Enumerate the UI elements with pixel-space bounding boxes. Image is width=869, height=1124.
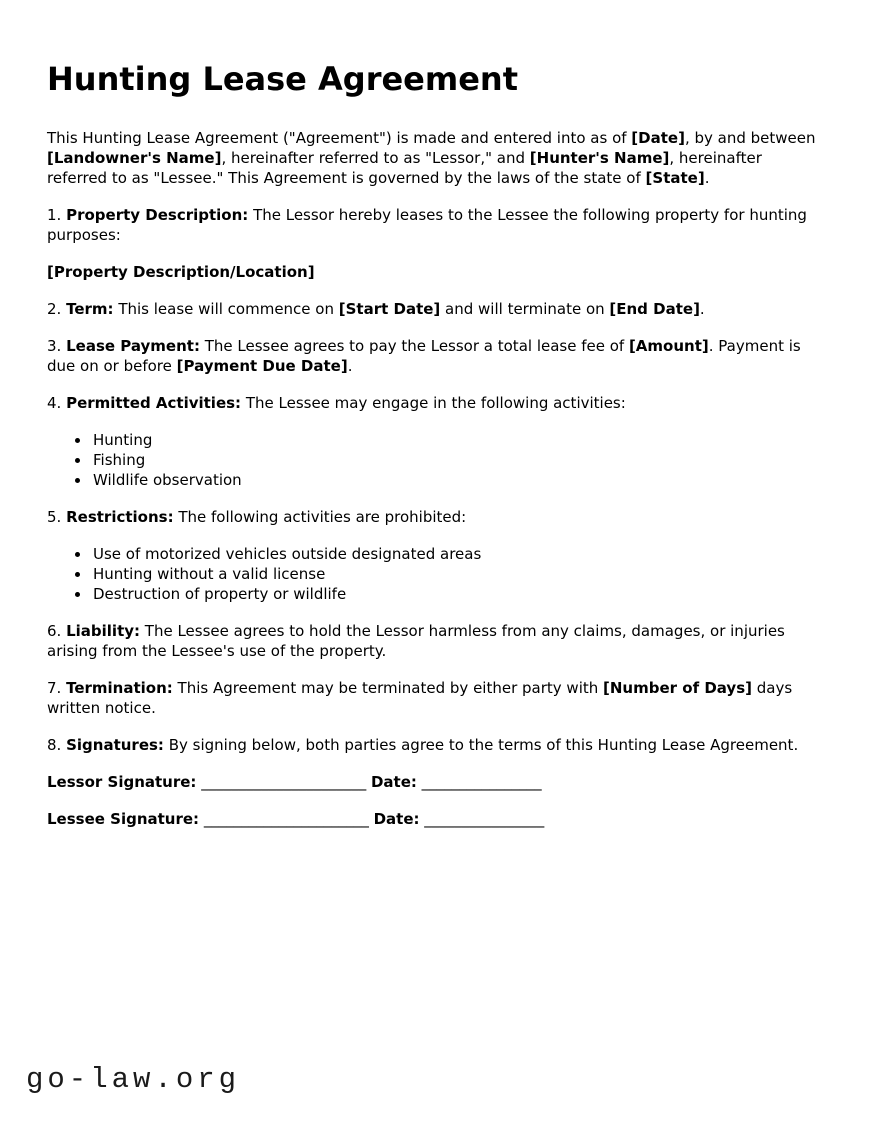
section-2-text-1: This lease will commence on xyxy=(113,300,339,318)
permitted-activities-list xyxy=(47,430,820,490)
property-location-placeholder xyxy=(47,262,820,282)
section-number: 7. xyxy=(47,679,67,697)
section-5-restrictions xyxy=(47,507,820,527)
section-1-property-description xyxy=(47,205,820,245)
section-number: 4. xyxy=(47,394,67,412)
section-8-signatures xyxy=(47,735,820,755)
intro-text-4: , hereinafter referred to as "Lessee." This Agreement is governed by the laws of the state of xyxy=(47,149,762,187)
placeholder-property-location: [Property Description/Location] xyxy=(47,263,315,281)
section-7-text-2: days written notice. xyxy=(47,679,793,717)
section-3-lease-payment xyxy=(47,336,820,376)
lessor-signature-line: ______________________ xyxy=(196,773,371,791)
placeholder-date: [Date] xyxy=(631,129,685,147)
placeholder-number-of-days: [Number of Days] xyxy=(603,679,752,697)
section-number: 2. xyxy=(47,300,67,318)
page-title: Hunting Lease Agreement xyxy=(47,60,518,98)
placeholder-hunter-name: [Hunter's Name] xyxy=(529,149,670,167)
section-number: 6. xyxy=(47,622,67,640)
section-6-text: The Lessee agrees to hold the Lessor harmless from any claims, damages, or injuries arising from the Lessee's use of the property. xyxy=(47,622,785,660)
section-6-liability xyxy=(47,621,820,661)
section-1-text: The Lessor hereby leases to the Lessee the following property for hunting purposes: xyxy=(47,206,807,244)
intro-text-5: . xyxy=(704,169,710,187)
section-number: 8. xyxy=(47,736,67,754)
section-3-text-1: The Lessee agrees to pay the Lessor a total lease fee of xyxy=(199,337,629,355)
section-1-heading: Property Description: xyxy=(66,206,249,224)
section-number: 1. xyxy=(47,206,67,224)
footer-brand: go-law.org xyxy=(26,1063,241,1096)
list-item: • Destruction of property or wildlife xyxy=(91,584,820,604)
section-7-termination xyxy=(47,678,820,718)
list-item: • Use of motorized vehicles outside designated areas xyxy=(91,544,820,564)
placeholder-landowner-name: [Landowner's Name] xyxy=(47,149,222,167)
section-2-text-2: and will terminate on xyxy=(440,300,610,318)
intro-text-3: , hereinafter referred to as "Lessor," and xyxy=(221,149,530,167)
section-5-heading: Restrictions: xyxy=(66,508,174,526)
restrictions-list xyxy=(47,544,820,604)
placeholder-amount: [Amount] xyxy=(628,337,709,355)
section-4-permitted-activities xyxy=(47,393,820,413)
list-item: • Hunting without a valid license xyxy=(91,564,820,584)
section-2-term xyxy=(47,299,820,319)
placeholder-end-date: [End Date] xyxy=(609,300,700,318)
section-6-heading: Liability: xyxy=(66,622,141,640)
lessee-signature-line: ______________________ xyxy=(199,810,374,828)
section-8-text: By signing below, both parties agree to the terms of this Hunting Lease Agreement. xyxy=(163,736,799,754)
lessor-signature-label: Lessor Signature: xyxy=(47,773,197,791)
section-7-text-1: This Agreement may be terminated by either party with xyxy=(172,679,604,697)
section-3-heading: Lease Payment: xyxy=(66,337,200,355)
lessee-date-line: ________________ xyxy=(419,810,545,828)
section-number: 5. xyxy=(47,508,67,526)
placeholder-payment-due-date: [Payment Due Date] xyxy=(176,357,348,375)
section-3-text-3: . xyxy=(347,357,353,375)
section-3-text-2: . Payment is due on or before xyxy=(47,337,801,375)
intro-text-2: , by and between xyxy=(684,129,816,147)
section-2-heading: Term: xyxy=(66,300,114,318)
section-4-heading: Permitted Activities: xyxy=(66,394,242,412)
placeholder-start-date: [Start Date] xyxy=(338,300,441,318)
section-number: 3. xyxy=(47,337,67,355)
section-8-heading: Signatures: xyxy=(66,736,164,754)
section-2-text-3: . xyxy=(699,300,705,318)
section-4-text: The Lessee may engage in the following activities: xyxy=(241,394,626,412)
intro-paragraph xyxy=(47,128,820,188)
lessee-date-label: Date: xyxy=(373,810,420,828)
list-item: • Hunting xyxy=(91,430,820,450)
intro-text-1: This Hunting Lease Agreement ("Agreement") is made and entered into as of xyxy=(47,129,632,147)
lessor-date-line: ________________ xyxy=(416,773,542,791)
section-7-heading: Termination: xyxy=(66,679,173,697)
lessor-signature-row xyxy=(47,772,820,792)
list-item: • Fishing xyxy=(91,450,820,470)
lessee-signature-label: Lessee Signature: xyxy=(47,810,200,828)
lessor-date-label: Date: xyxy=(370,773,417,791)
section-5-text: The following activities are prohibited: xyxy=(173,508,467,526)
list-item: • Wildlife observation xyxy=(91,470,820,490)
lessee-signature-row xyxy=(47,809,820,829)
placeholder-state: [State] xyxy=(645,169,705,187)
